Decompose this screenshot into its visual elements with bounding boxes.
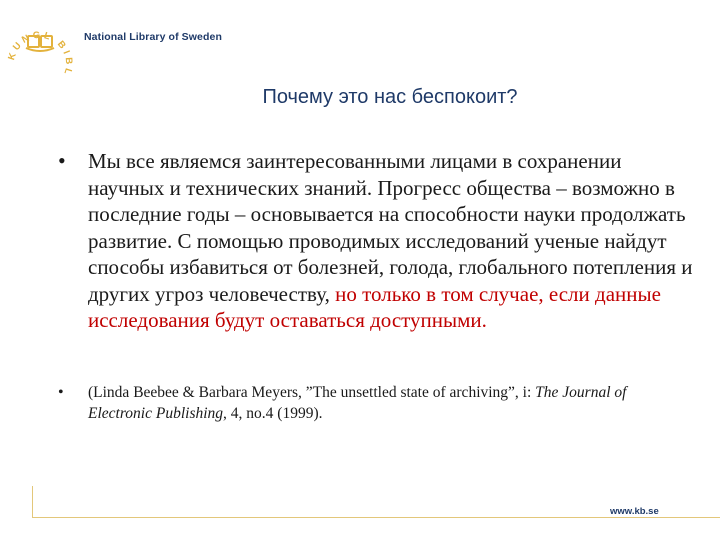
bullet-main [58,148,698,334]
footer-vertical-rule [32,486,33,517]
bullet-marker: • [58,148,66,173]
library-seal-logo [2,6,78,74]
bullet-marker: • [58,384,64,401]
footer-url: www.kb.se [610,506,659,517]
brand-name: National Library of Sweden [84,31,222,43]
main-paragraph-text: Мы все являемся заинтересованными лицами в сохранении научных и технических знаний. Прогресс общества – возможно в последние годы – основывается на способности науки продолжать развитие. С помощью проводимых исследований ученые найдут способы избавиться от болезней, голода, глобального потепления и других угроз человечеству, [88,149,693,306]
citation-issue: , 4, no.4 (1999). [223,405,323,422]
main-paragraph [88,148,698,334]
footer-horizontal-rule [32,517,720,518]
citation-journal: The Journal of Electronic Publishing [88,384,627,422]
citation-paragraph [88,382,688,424]
slide-title: Почему это нас беспокоит? [262,86,518,108]
highlighted-text: но только в том случае, если данные исследования будут оставаться доступными. [88,281,661,332]
seal-icon [2,6,78,74]
citation-authors: (Linda Beebee & Barbara Meyers, ”The unsettled state of archiving”, i: [88,384,532,401]
bullet-citation [58,382,698,424]
seal-ring-text: KUNGL BIBL [6,29,75,74]
